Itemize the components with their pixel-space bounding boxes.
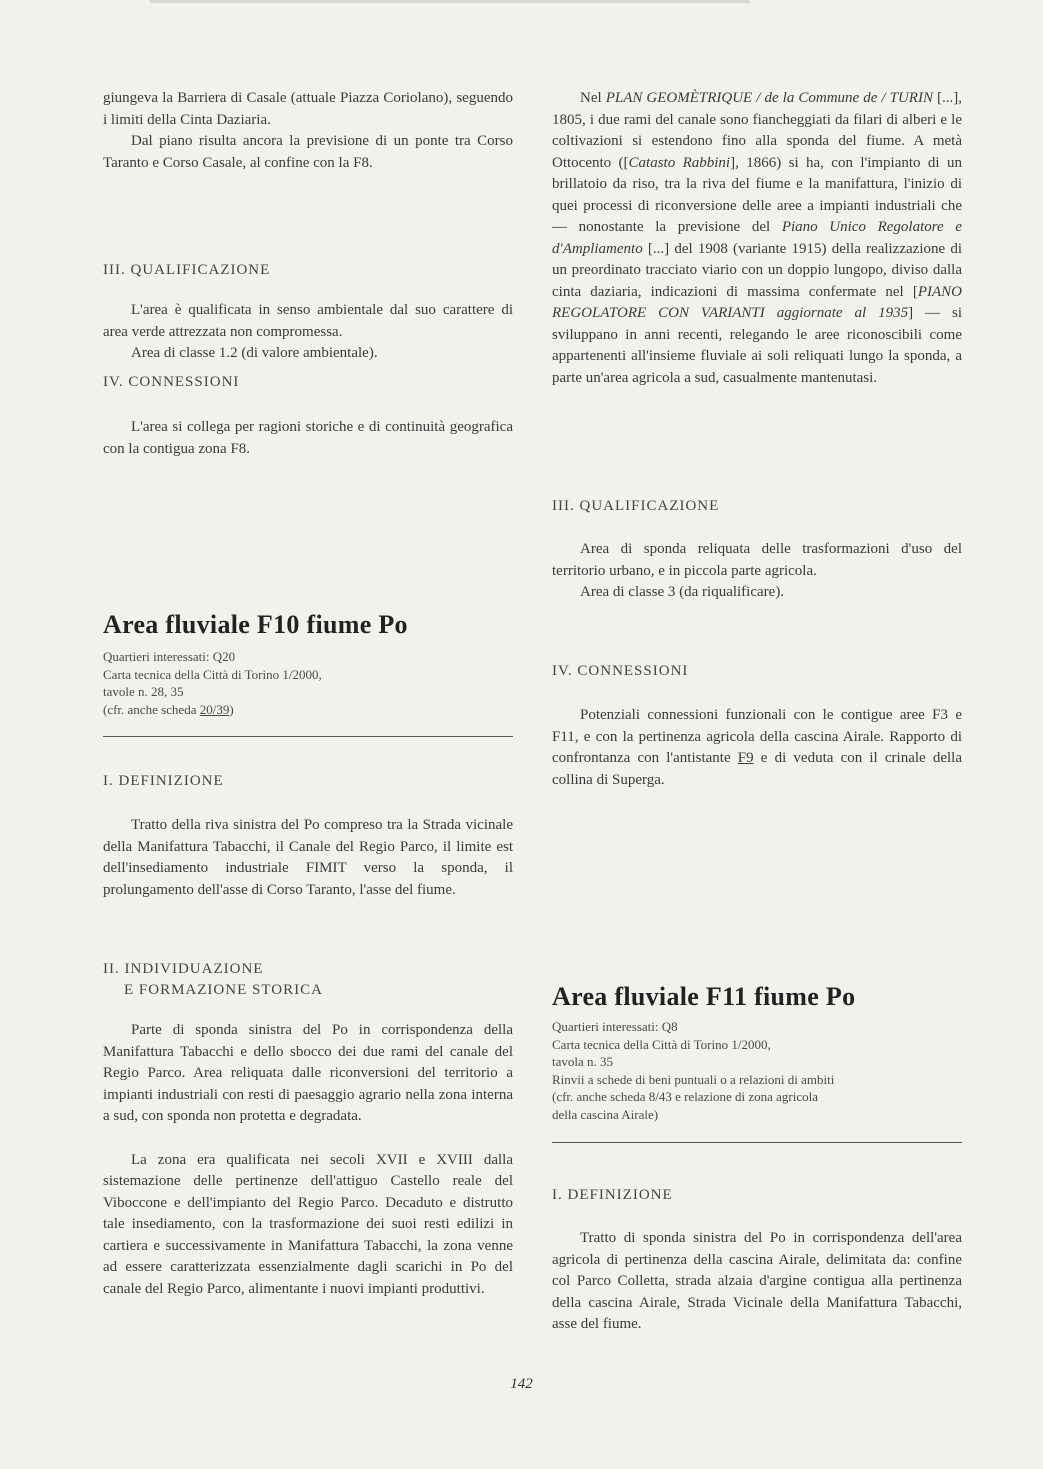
meta-line: Rinvii a schede di beni puntuali o a relazioni di ambiti xyxy=(552,1071,835,1087)
area-reference: F9 xyxy=(737,750,754,766)
section-heading: I. DEFINIZIONE xyxy=(552,1187,673,1203)
area-title: Area fluviale F11 fiume Po xyxy=(552,982,856,1011)
paragraph: Parte di sponda sinistra del Po in corrispondenza della Manifattura Tabacchi e dello sbocco dei due rami del canale del Regio Parco. Area reliquata dalle riconversioni del territorio a impianti industriali con resti di paesaggio agrario nella zona interna a sud, con sponda non protetta e degradata. xyxy=(103,1022,513,1124)
meta-line: Quartieri interessati: Q8 xyxy=(552,1019,678,1034)
definition-block xyxy=(552,1228,962,1336)
meta-line: tavole n. 28, 35 xyxy=(103,684,184,699)
meta-line: Carta tecnica della Città di Torino 1/2000, xyxy=(103,666,322,682)
area-title: Area fluviale F10 fiume Po xyxy=(103,610,408,639)
intro-paragraph: Dal piano risulta ancora la previsione di un ponte tra Corso Taranto e Corso Casale, al confine con la F8. xyxy=(103,133,513,171)
paragraph: La zona era qualificata nei secoli XVII e XVIII dalla sistemazione delle pertinenze dell'attiguo Castello reale del Viboccone e dell'impianto del Regio Parco. Decaduto e distrutto tale insediamento, con la trasformazione dei suoi resti edilizi in cartiera e successivamente in Manifattura Tabacchi, la zona venne ad essere caratterizzata essenzialmente dagli scarichi in Po del canale del Regio Parco, alimentante i nuovi impianti produttivi. xyxy=(103,1151,513,1297)
meta-line: (cfr. anche scheda 20/39) xyxy=(103,701,234,717)
paragraph: Tratto di sponda sinistra del Po in corrispondenza dell'area agricola di pertinenza della cascina Airale, delimitata da: confine col Parco Colletta, strada alzaia d'argine contigua alla pertinenza della cascina Airale, Strada Vicinale della Manifattura Tabacchi, asse del fiume. xyxy=(552,1230,962,1332)
meta-line: Quartieri interessati: Q20 xyxy=(103,649,236,664)
meta-line: della cascina Airale) xyxy=(552,1106,659,1122)
area-meta xyxy=(103,648,513,718)
qualification-block xyxy=(103,300,513,365)
qualification-block xyxy=(552,539,962,604)
page-number: 142 xyxy=(510,1376,533,1392)
scheda-reference: 20/39 xyxy=(199,701,230,717)
section-heading: IV. CONNESSIONI xyxy=(552,663,689,679)
intro-paragraph: giungeva la Barriera di Casale (attuale Piazza Coriolano), seguendo i limiti della Cinta Daziaria. xyxy=(103,90,513,128)
history-block xyxy=(103,1020,513,1300)
section-heading: III. QUALIFICAZIONE xyxy=(103,262,271,278)
section-heading: IV. CONNESSIONI xyxy=(103,374,240,390)
meta-line: Carta tecnica della Città di Torino 1/2000, xyxy=(552,1036,771,1052)
connections-block xyxy=(552,705,962,791)
paragraph: Tratto della riva sinistra del Po compreso tra la Strada vicinale della Manifattura Tabacchi, il Canale del Regio Parco, il limite est dell'insediamento industriale FIMIT verso la sponda, il prolungamento dell'asse di Corso Taranto, l'asse del fiume. xyxy=(103,817,513,898)
meta-line: tavola n. 35 xyxy=(552,1054,614,1069)
meta-line: (cfr. anche scheda 8/43 e relazione di zona agricola xyxy=(552,1089,818,1104)
paragraph: L'area è qualificata in senso ambientale dal suo carattere di area verde attrezzata non compromessa. xyxy=(103,302,513,340)
section-heading: III. QUALIFICAZIONE xyxy=(552,498,720,514)
divider xyxy=(552,1142,962,1143)
paragraph: L'area si collega per ragioni storiche e di continuità geografica con la contigua zona F8. xyxy=(103,419,513,457)
paragraph: Nel PLAN GEOMÈTRIQUE / de la Commune de / TURIN [...], 1805, i due rami del canale sono fiancheggiati da filari di alberi e le coltivazioni si estendono fino alla sponda del fiume. A metà Ottocento ([Catasto Rabbini], 1866) si ha, con l'impianto di un brillatoio da riso, tra la riva del fiume e la manifattura, l'inizio di quei processi di riconversione delle aree a impianti industriali che — nonostante la previsione del Piano Unico Regolatore e d'Ampliamento [...] del 1908 (variante 1915) della realizzazione di un preordinato tracciato viario con un doppio lungopo, diviso dalla cinta daziaria, indicazioni di massima confermate nel [PIANO REGOLATORE CON VARIANTI aggiornate al 1935] — si sviluppano in anni recenti, relegando le aree riconoscibili come appartenenti all'insieme fluviale ai soli reliquati lungo la sponda, a parte un'area agricola a sud, casualmente mantenutasi. xyxy=(552,90,962,386)
connections-block xyxy=(103,417,513,460)
scan-edge xyxy=(150,0,750,3)
history-continued-block xyxy=(552,88,962,389)
area-meta xyxy=(552,1018,962,1123)
paragraph: Area di classe 3 (da riqualificare). xyxy=(580,584,785,600)
paragraph: Area di classe 1.2 (di valore ambientale). xyxy=(131,345,378,361)
section-heading: II. INDIVIDUAZIONE E FORMAZIONE STORICA xyxy=(103,961,323,998)
section-heading: I. DEFINIZIONE xyxy=(103,773,224,789)
paragraph: Potenziali connessioni funzionali con le contigue aree F3 e F11, e con la pertinenza agricola della cascina Airale. Rapporto di confrontanza con l'antistante F9 e di veduta con il crinale della collina di Superga. xyxy=(552,707,962,788)
intro-block xyxy=(103,88,513,174)
paragraph: Area di sponda reliquata delle trasformazioni d'uso del territorio urbano, e in piccola parte agricola. xyxy=(552,541,962,579)
definition-block xyxy=(103,815,513,901)
divider xyxy=(103,736,513,737)
